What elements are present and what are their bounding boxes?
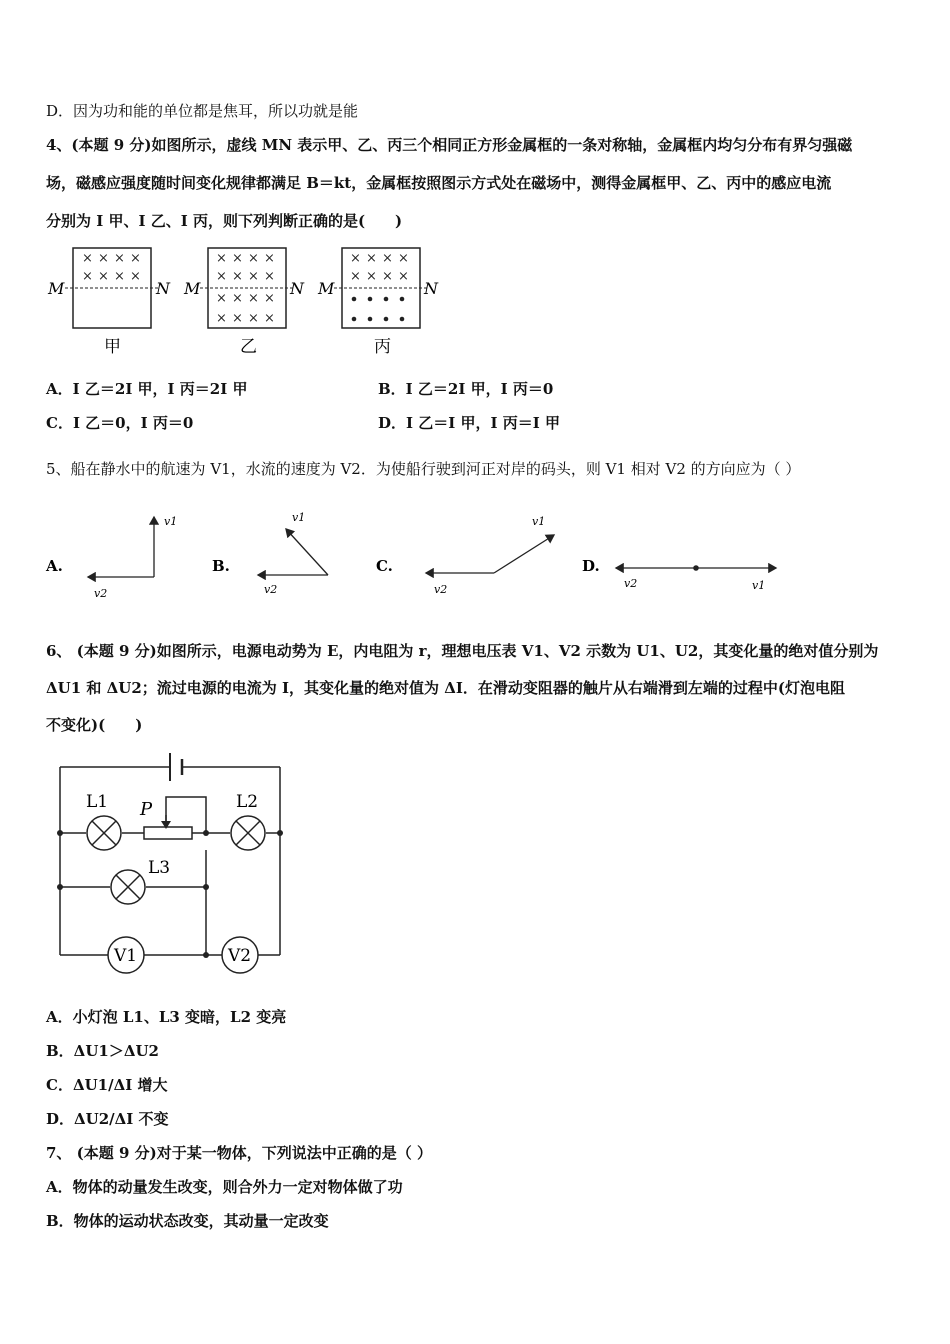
svg-text:×: ×	[216, 269, 227, 284]
svg-text:V2: V2	[228, 946, 252, 966]
svg-text:×: ×	[82, 251, 93, 266]
q4-option-b: B．I 乙＝2I 甲，I 丙＝0	[378, 380, 554, 398]
label-yi: 乙	[240, 337, 257, 357]
svg-text:×: ×	[130, 251, 141, 266]
q6-option-c: C．ΔU1/ΔI 增大	[46, 1076, 168, 1094]
label-m-3: M	[318, 279, 335, 298]
label-m-1: M	[48, 279, 65, 298]
q6-circuit	[48, 745, 293, 980]
svg-text:v1: v1	[532, 515, 546, 528]
svg-text:×: ×	[232, 269, 243, 284]
q4-stem-line3: 分别为 I 甲、I 乙、I 丙，则下列判断正确的是( )	[46, 212, 403, 230]
svg-text:×: ×	[350, 251, 361, 266]
label-n-3: N	[424, 279, 438, 298]
frame-yi	[183, 248, 305, 357]
q5-option-c-diagram	[426, 515, 554, 596]
label-l2: L2	[236, 792, 259, 812]
label-l3: L3	[148, 858, 171, 878]
q4-option-a: A．I 乙＝2I 甲，I 丙＝2I 甲	[46, 380, 248, 398]
svg-text:v2: v2	[94, 587, 108, 600]
q7-option-b: B．物体的运动状态改变，其动量一定改变	[46, 1212, 329, 1230]
lamp-l2	[231, 816, 265, 850]
q6-option-a: A．小灯泡 L1、L3 变暗，L2 变亮	[46, 1008, 287, 1026]
q6-stem-line2: ΔU1 和 ΔU2；流过电源的电流为 I，其变化量的绝对值为 ΔI．在滑动变阻器的触片从右端滑到左端的过程中(灯泡电阻	[46, 679, 845, 697]
svg-text:×: ×	[216, 311, 227, 326]
q6-stem-line3: 不变化)( )	[46, 716, 143, 734]
q7-option-a: A．物体的动量发生改变，则合外力一定对物体做了功	[46, 1178, 403, 1196]
q5-option-d-diagram	[616, 565, 776, 592]
label-jia: 甲	[104, 337, 121, 357]
svg-text:×: ×	[248, 269, 259, 284]
frame-jia	[47, 248, 171, 357]
frame-bing	[317, 248, 439, 357]
svg-text:×: ×	[382, 269, 393, 284]
svg-text:×: ×	[114, 269, 125, 284]
q5-option-d-label: D.	[582, 557, 600, 575]
svg-text:×: ×	[98, 251, 109, 266]
svg-text:×: ×	[398, 251, 409, 266]
svg-text:×: ×	[232, 291, 243, 306]
label-l1: L1	[86, 792, 109, 812]
q4-figure	[40, 240, 460, 360]
svg-text:×: ×	[216, 291, 227, 306]
q4-option-d: D．I 乙＝I 甲，I 丙＝I 甲	[378, 414, 560, 432]
q6-option-b: B．ΔU1＞ΔU2	[46, 1042, 159, 1060]
q5-stem: 5、船在静水中的航速为 V1，水流的速度为 V2．为使船行驶到河正对岸的码头，则 V1 相对 V2 的方向应为（ ）	[46, 460, 801, 478]
svg-text:×: ×	[264, 251, 275, 266]
svg-text:×: ×	[366, 269, 377, 284]
svg-text:v2: v2	[624, 577, 638, 590]
svg-text:×: ×	[264, 269, 275, 284]
lamp-l1	[87, 816, 121, 850]
q5-options-figure	[40, 505, 800, 605]
q5-option-c-label: C.	[376, 557, 393, 575]
q4-stem-line1: 4、(本题 9 分)如图所示，虚线 MN 表示甲、乙、丙三个相同正方形金属框的一条对称轴，金属框内均匀分布有界匀强磁	[46, 136, 853, 154]
svg-text:v2: v2	[264, 583, 278, 596]
svg-text:×: ×	[248, 291, 259, 306]
label-p: P	[140, 799, 153, 820]
q5-option-a-diagram	[88, 515, 177, 600]
frame-bing-dots	[352, 297, 405, 322]
label-n-1: N	[156, 279, 170, 298]
svg-text:×: ×	[248, 251, 259, 266]
q6-option-d: D．ΔU2/ΔI 不变	[46, 1110, 169, 1128]
svg-text:×: ×	[130, 269, 141, 284]
q6-stem-line1: 6、 (本题 9 分)如图所示，电源电动势为 E，内电阻为 r，理想电压表 V1、V2 示数为 U1、U2，其变化量的绝对值分别为	[46, 642, 879, 660]
svg-text:×: ×	[264, 291, 275, 306]
frame-bing-crosses	[350, 251, 409, 284]
svg-text:×: ×	[82, 269, 93, 284]
svg-text:v1: v1	[752, 579, 766, 592]
svg-text:×: ×	[366, 251, 377, 266]
svg-text:×: ×	[248, 311, 259, 326]
q5-option-b-diagram	[258, 511, 328, 596]
svg-text:×: ×	[98, 269, 109, 284]
label-m-2: M	[184, 279, 201, 298]
q5-option-b-label: B.	[212, 557, 230, 575]
label-n-2: N	[290, 279, 304, 298]
q3-option-d: D．因为功和能的单位都是焦耳，所以功就是能	[46, 102, 359, 120]
svg-text:×: ×	[216, 251, 227, 266]
q4-stem-line2: 场，磁感应强度随时间变化规律都满足 B＝kt，金属框按照图示方式处在磁场中，测得金属框甲、乙、丙中的感应电流	[46, 174, 832, 192]
frame-jia-crosses	[82, 251, 141, 284]
svg-text:×: ×	[264, 311, 275, 326]
svg-text:v1: v1	[292, 511, 306, 524]
svg-text:×: ×	[382, 251, 393, 266]
svg-text:V1: V1	[114, 946, 138, 966]
svg-text:v1: v1	[164, 515, 178, 528]
q7-stem: 7、 (本题 9 分)对于某一物体，下列说法中正确的是（ ）	[46, 1144, 432, 1162]
svg-text:×: ×	[232, 311, 243, 326]
lamp-l3	[111, 870, 145, 904]
svg-text:×: ×	[114, 251, 125, 266]
svg-text:×: ×	[350, 269, 361, 284]
svg-text:v2: v2	[434, 583, 448, 596]
q5-option-a-label: A.	[46, 557, 63, 575]
q4-option-c: C．I 乙＝0，I 丙＝0	[46, 414, 194, 432]
label-bing: 丙	[374, 337, 391, 357]
svg-text:×: ×	[232, 251, 243, 266]
svg-text:×: ×	[398, 269, 409, 284]
